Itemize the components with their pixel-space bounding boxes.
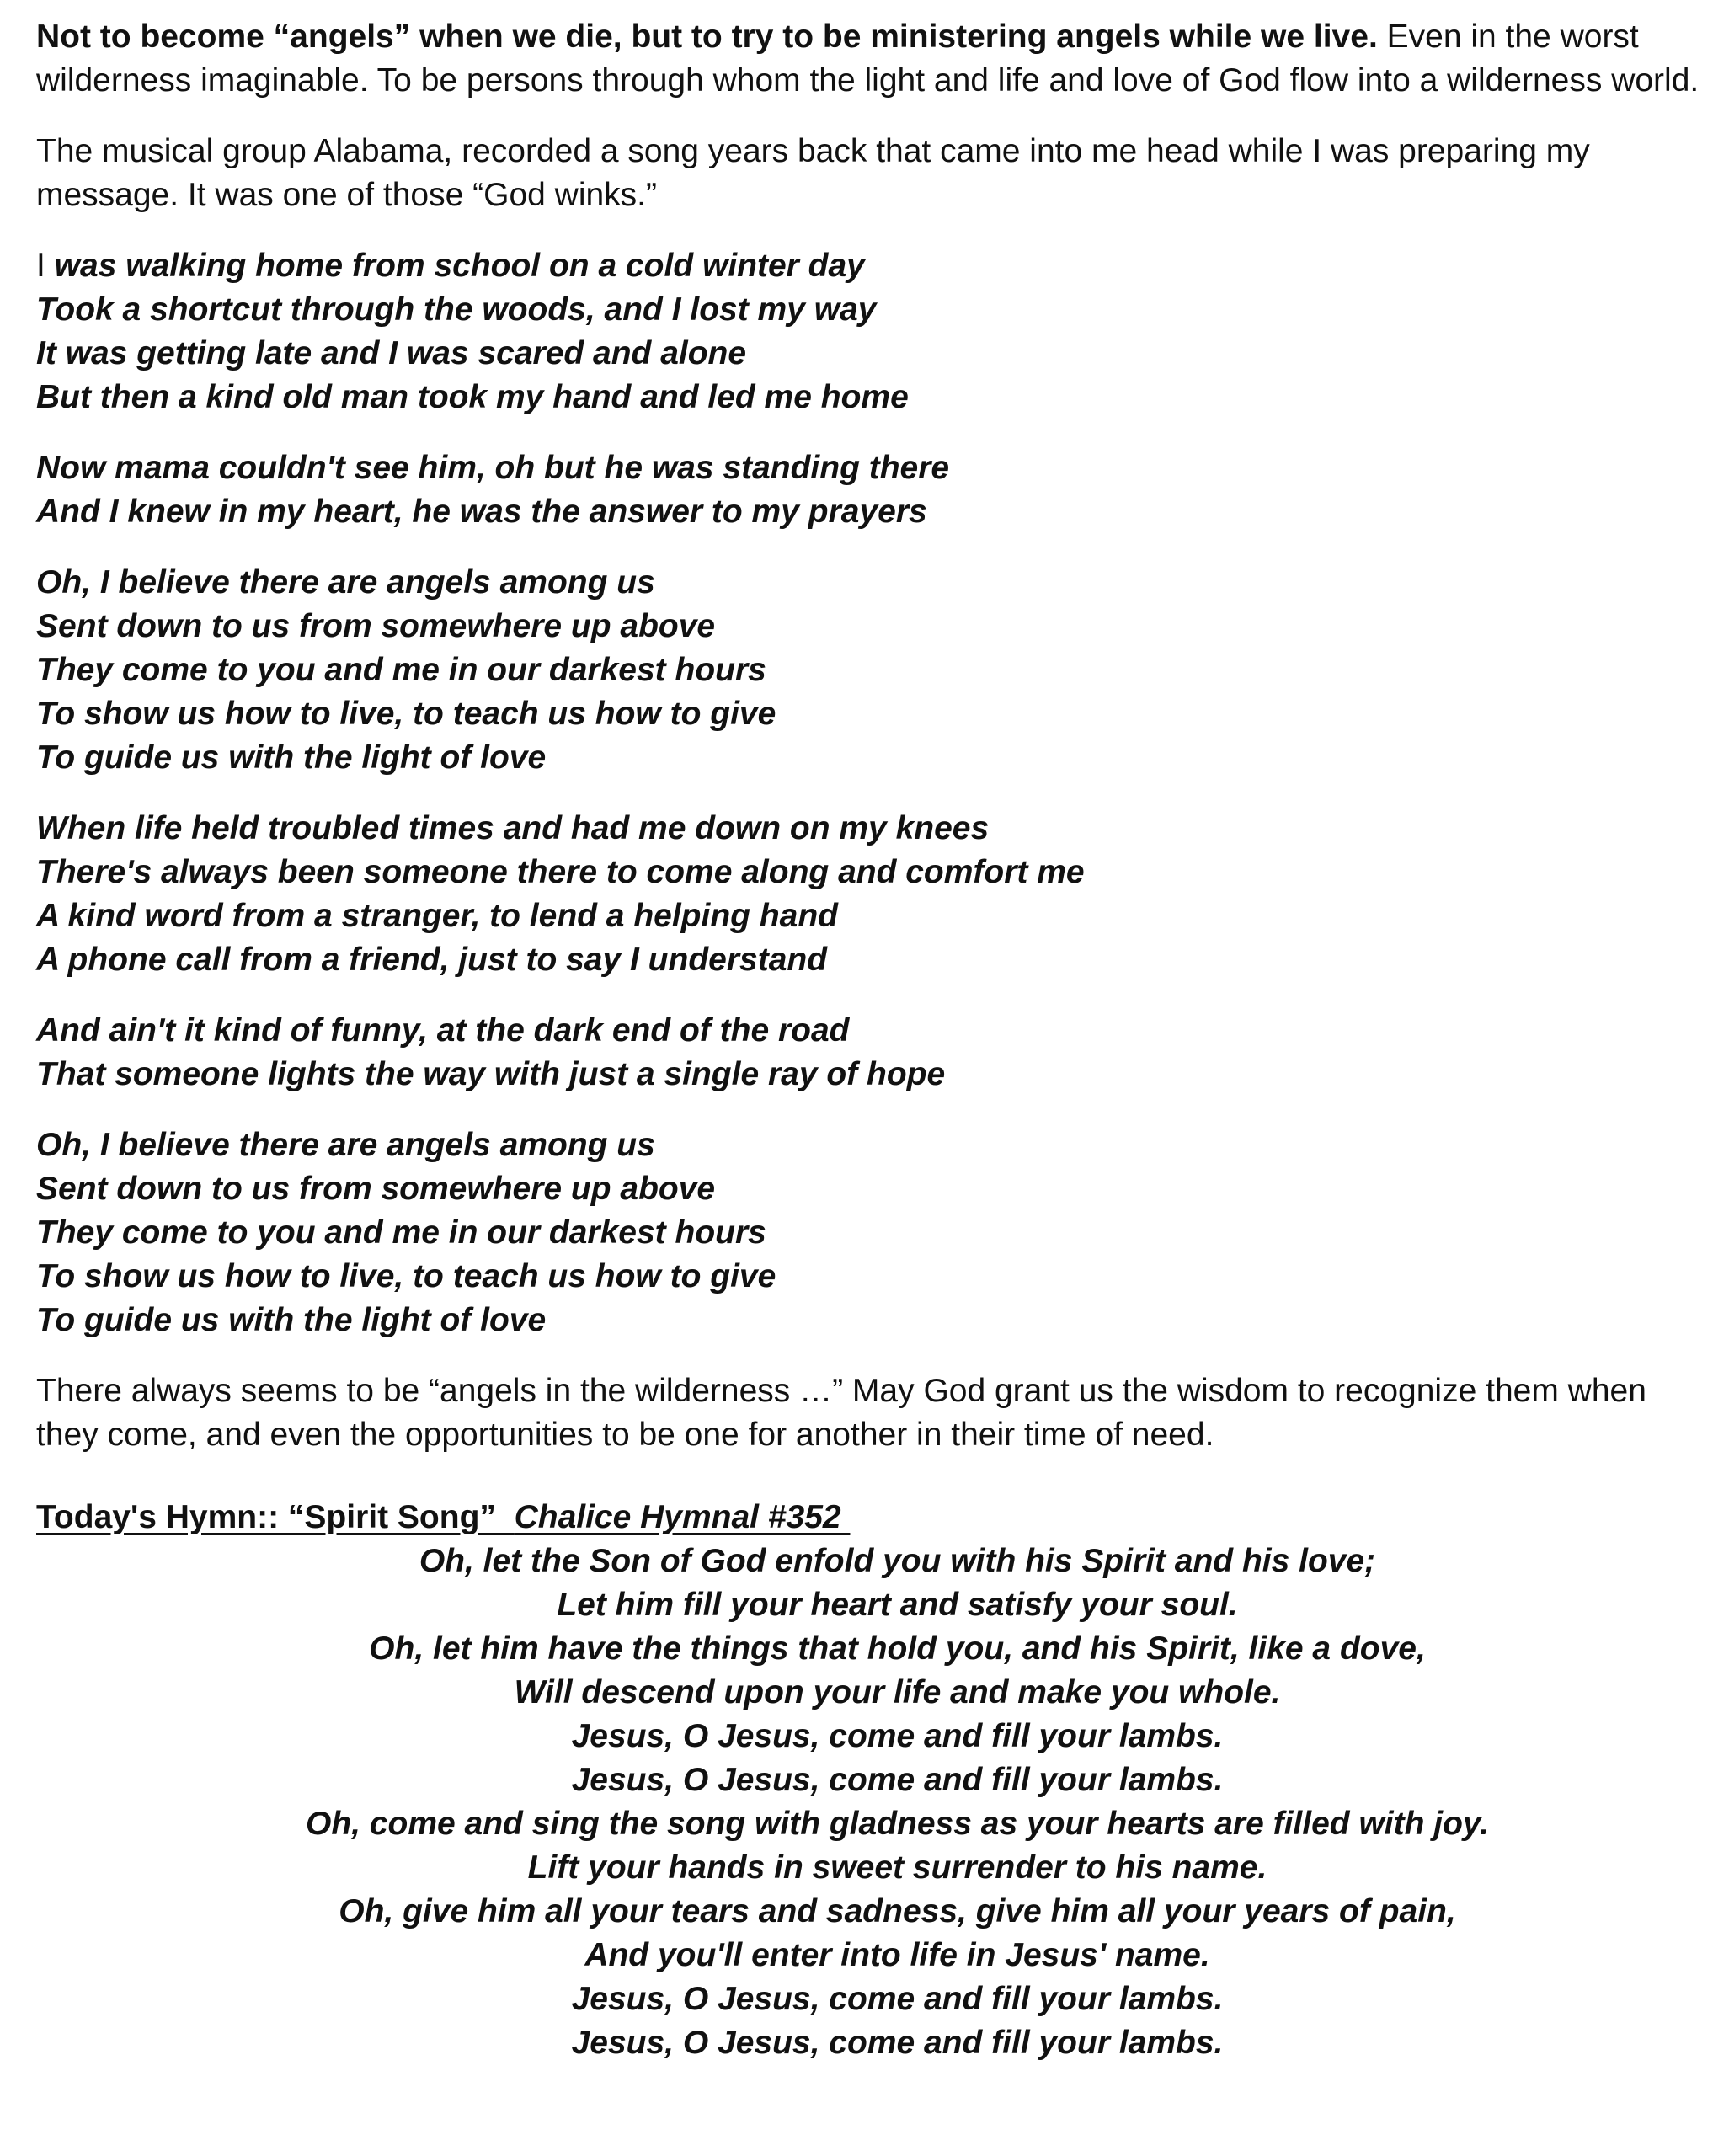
hymn-line: Let him fill your heart and satisfy your soul. [557,1587,1238,1623]
lyric-line: To show us how to live, to teach us how to give [36,696,776,732]
lyric-line: Oh, I believe there are angels among us [36,1127,655,1163]
lyrics-chorus-1 [36,561,1700,780]
lyrics-chorus-2 [36,1123,1700,1342]
hymn-line: Will descend upon your life and make you whole. [514,1674,1281,1710]
lyric-line: Oh, I believe there are angels among us [36,564,655,600]
lyric-lead-letter: I [36,248,45,284]
lyrics-verse-1 [36,244,1700,419]
closing-paragraph: There always seems to be “angels in the wilderness …” May God grant us the wisdom to recognize them when they come, and even the opportunities to be one for another in their time of need. [36,1373,1646,1453]
lyric-line: To show us how to live, to teach us how to give [36,1258,776,1294]
lyrics-verse-2 [36,807,1700,982]
hymn-line: And you'll enter into life in Jesus' name. [584,1937,1210,1973]
lyric-line: To guide us with the light of love [36,739,547,776]
hymn-line: Jesus, O Jesus, come and fill your lambs. [571,2025,1224,2061]
hymn-heading [36,1496,850,1540]
lyric-line: And I knew in my heart, he was the answer to my prayers [36,494,927,530]
lyric-line: A phone call from a friend, just to say I understand [36,942,828,978]
lyric-line: Now mama couldn't see him, oh but he was standing there [36,450,950,486]
hymn-line: Jesus, O Jesus, come and fill your lambs. [571,1762,1224,1798]
hymn-lyrics [36,1540,1700,2065]
lyric-line: To guide us with the light of love [36,1302,547,1338]
lyric-line: They come to you and me in our darkest hours [36,652,766,688]
hymn-section [36,1496,1700,2065]
hymn-line: Lift your hands in sweet surrender to his name. [527,1849,1267,1886]
lyric-line: And ain't it kind of funny, at the dark end of the road [36,1012,850,1049]
lyric-line: But then a kind old man took my hand and led me home [36,379,909,415]
lyric-line: It was getting late and I was scared and alone [36,335,747,371]
hymn-line: Oh, let him have the things that hold you, and his Spirit, like a dove, [369,1630,1426,1667]
intro-rest-text: Even in the worst wilderness imaginable. To be persons through whom the light and life and love of God flow into a wilderness world. [36,19,1700,99]
lyric-line: That someone lights the way with just a single ray of hope [36,1056,946,1092]
document-page [36,15,1700,2065]
lyric-line: Sent down to us from somewhere up above [36,608,716,644]
lyrics-bridge-2 [36,1009,1700,1097]
lyric-line: They come to you and me in our darkest hours [36,1214,766,1251]
intro-bold-text: Not to become “angels” when we die, but to try to be ministering angels while we live. [36,19,1378,55]
song-intro-paragraph: The musical group Alabama, recorded a song years back that came into me head while I was preparing my message. It was one of those “God winks.” [36,133,1590,213]
lyric-line: A kind word from a stranger, to lend a helping hand [36,898,838,934]
hymn-line: Oh, come and sing the song with gladness as your hearts are filled with joy. [305,1806,1489,1842]
hymn-line: Jesus, O Jesus, come and fill your lambs. [571,1981,1224,2017]
lyrics-bridge-1 [36,446,1700,534]
hymn-line: Oh, give him all your tears and sadness, give him all your years of pain, [339,1893,1456,1929]
hymn-reference: Chalice Hymnal #352 [514,1499,851,1535]
lyric-line [36,244,1700,288]
intro-paragraph [36,15,1700,103]
lyric-line: Sent down to us from somewhere up above [36,1171,716,1207]
hymn-line: Oh, let the Son of God enfold you with his Spirit and his love; [419,1543,1376,1579]
lyric-line-rest: was walking home from school on a cold winter day [45,248,865,284]
lyric-line: There's always been someone there to come along and comfort me [36,854,1085,890]
hymn-line: Jesus, O Jesus, come and fill your lambs. [571,1718,1224,1754]
lyric-line: Took a shortcut through the woods, and I lost my way [36,291,877,328]
hymn-title: Today's Hymn:: “Spirit Song” [36,1499,515,1535]
lyric-line: When life held troubled times and had me down on my knees [36,810,990,846]
